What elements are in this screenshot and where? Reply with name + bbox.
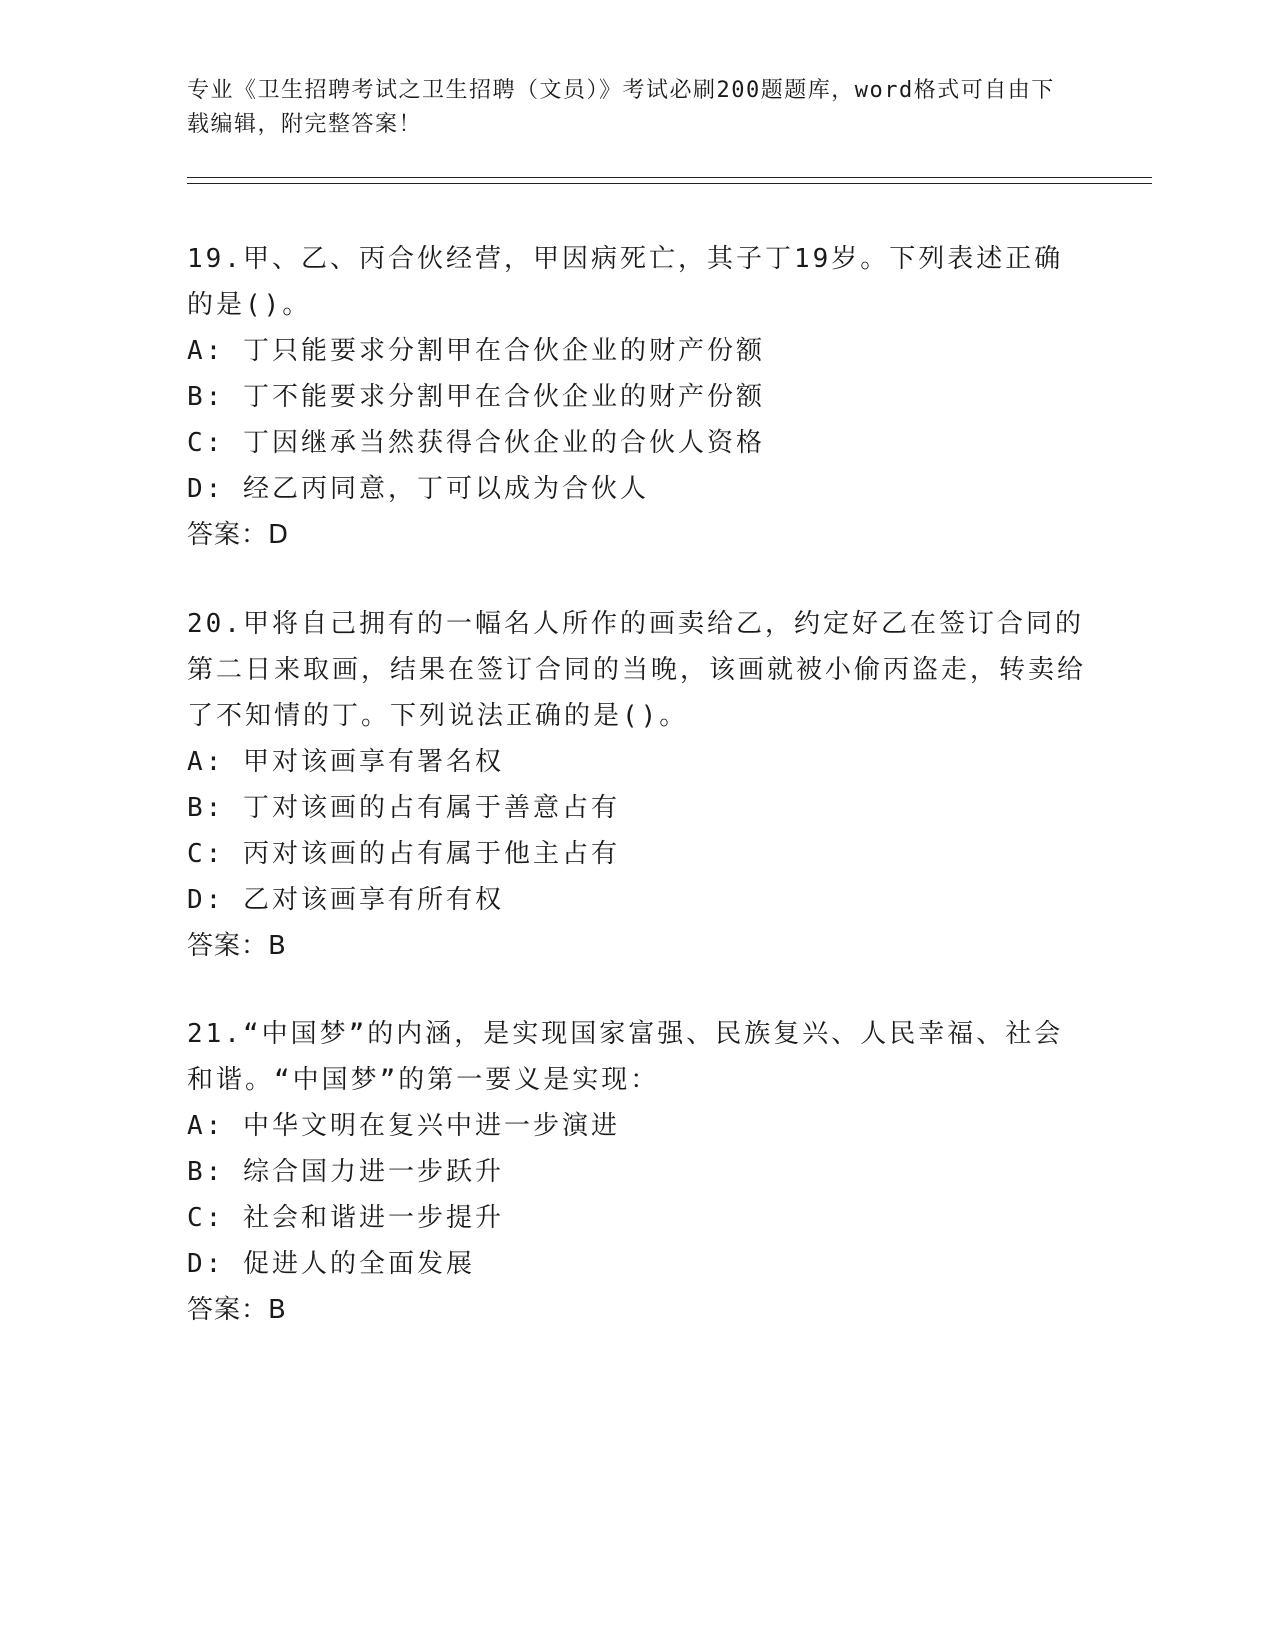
- option-a: A: 丁只能要求分割甲在合伙企业的财产份额: [187, 336, 765, 366]
- option-b: B: 丁不能要求分割甲在合伙企业的财产份额: [187, 382, 765, 412]
- answer: 答案：D: [187, 520, 290, 550]
- option-b: B: 综合国力进一步跃升: [187, 1157, 504, 1187]
- document-header: 专业《卫生招聘考试之卫生招聘（文员）》考试必刷200题题库，word格式可自由下载编辑，附完整答案！: [187, 78, 1055, 137]
- option-a: A: 甲对该画享有署名权: [187, 747, 504, 777]
- option-c: C: 丁因继承当然获得合伙企业的合伙人资格: [187, 428, 765, 458]
- answer: 答案：B: [187, 931, 287, 961]
- option-b: B: 丁对该画的占有属于善意占有: [187, 793, 620, 823]
- option-c: C: 丙对该画的占有属于他主占有: [187, 839, 620, 869]
- option-d: D: 经乙丙同意，丁可以成为合伙人: [187, 474, 649, 504]
- question-stem: 21.“中国梦”的内涵，是实现国家富强、民族复兴、人民幸福、社会和谐。“中国梦”的第一要义是实现：: [187, 1019, 1064, 1095]
- option-d: D: 乙对该画享有所有权: [187, 885, 504, 915]
- option-a: A: 中华文明在复兴中进一步演进: [187, 1111, 620, 1141]
- question-19: [187, 236, 1087, 558]
- question-20: [187, 601, 1087, 969]
- question-stem: 19.甲、乙、丙合伙经营，甲因病死亡，其子丁19岁。下列表述正确的是()。: [187, 244, 1064, 320]
- option-d: D: 促进人的全面发展: [187, 1249, 475, 1279]
- question-stem: 20.甲将自己拥有的一幅名人所作的画卖给乙，约定好乙在签订合同的第二日来取画，结果在签订合同的当晚，该画就被小偷丙盗走，转卖给了不知情的丁。下列说法正确的是()。: [187, 609, 1087, 731]
- option-c: C: 社会和谐进一步提升: [187, 1203, 504, 1233]
- question-21: [187, 1011, 1087, 1333]
- header-divider-bottom: [187, 183, 1152, 184]
- header-divider-top: [187, 177, 1152, 178]
- answer: 答案：B: [187, 1295, 287, 1325]
